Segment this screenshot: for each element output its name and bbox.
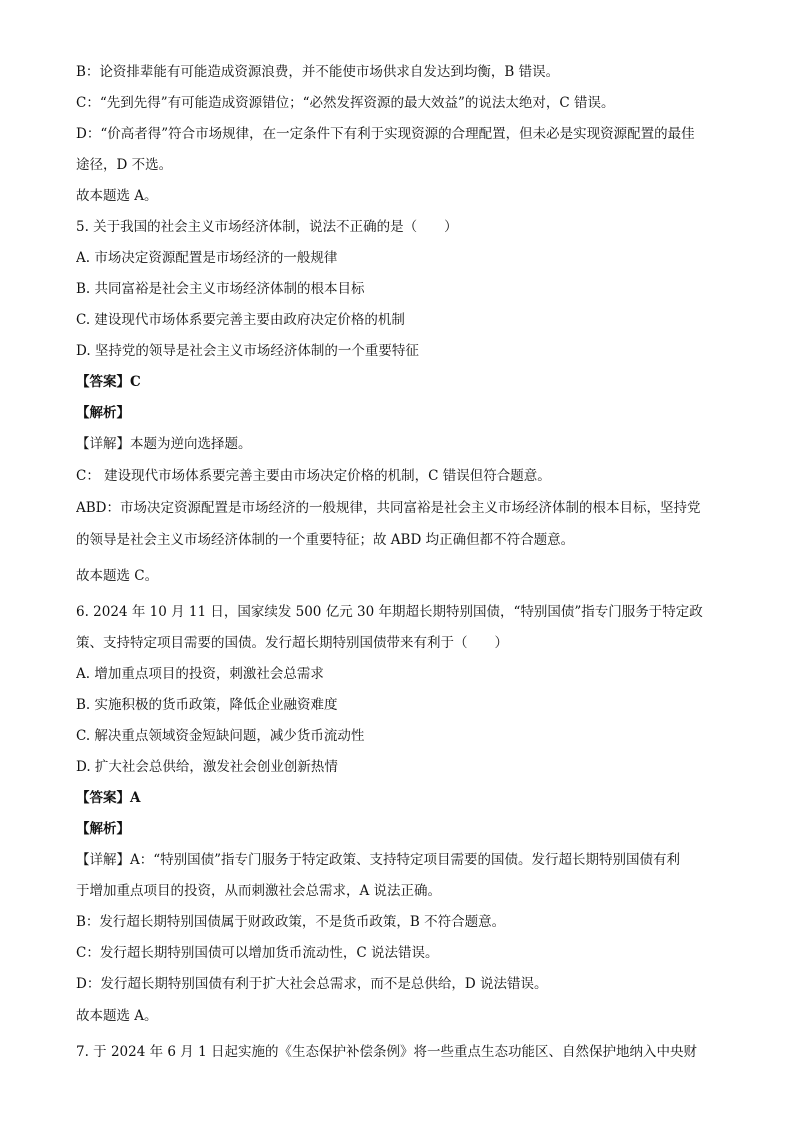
option-a: A. 市场决定资源配置是市场经济的一般规律: [76, 250, 338, 266]
option-d: D. 坚持党的领导是社会主义市场经济体制的一个重要特征: [76, 343, 419, 359]
text-line: 故本题选 A。: [76, 1008, 158, 1024]
text-line: B：论资排辈能有可能造成资源浪费，并不能使市场供求自发达到均衡，B 错误。: [76, 64, 560, 80]
text-line: D：发行超长期特别国债有利于扩大社会总需求，而不是总供给，D 说法错误。: [76, 976, 548, 992]
text-line: B：发行超长期特别国债属于财政政策，不是货币政策，B 不符合题意。: [76, 914, 506, 930]
answer-label: 【答案】C: [76, 374, 141, 390]
text-line: ABD：市场决定资源配置是市场经济的一般规律，共同富裕是社会主义市场经济体制的根本目标，坚持党: [76, 500, 701, 516]
answer-label: 【答案】A: [76, 790, 141, 806]
text-line: C：“先到先得”有可能造成资源错位；“必然发挥资源的最大效益”的说法太绝对，C 错误。: [76, 95, 615, 111]
text-line: 于增加重点项目的投资，从而刺激社会总需求，A 说法正确。: [76, 883, 442, 899]
option-b: B. 实施积极的货币政策，降低企业融资难度: [76, 697, 338, 713]
option-a: A. 增加重点项目的投资，刺激社会总需求: [76, 666, 324, 682]
text-line: 故本题选 A。: [76, 188, 158, 204]
option-b: B. 共同富裕是社会主义市场经济体制的根本目标: [76, 281, 365, 297]
text-line: D：“价高者得”符合市场规律，在一定条件下有利于实现资源的合理配置，但未必是实现资源配置的最佳: [76, 126, 695, 142]
question-stem: 7. 于 2024 年 6 月 1 日起实施的《生态保护补偿条例》将一些重点生态功能区、自然保护地纳入中央财: [76, 1044, 697, 1060]
option-c: C. 建设现代市场体系要完善主要由政府决定价格的机制: [76, 312, 405, 328]
question-stem-cont: 策、支持特定项目需要的国债。发行超长期特别国债带来有利于（ ）: [76, 635, 508, 651]
analysis-label: 【解析】: [76, 821, 130, 837]
analysis-label: 【解析】: [76, 405, 130, 421]
text-line: 途径，D 不选。: [76, 157, 173, 173]
option-c: C. 解决重点领域资金短缺问题，减少货币流动性: [76, 728, 365, 744]
question-stem: 5. 关于我国的社会主义市场经济体制，说法不正确的是（ ）: [76, 219, 458, 235]
detail-line: 【详解】本题为逆向选择题。: [76, 436, 252, 452]
option-d: D. 扩大社会总供给，激发社会创业创新热情: [76, 759, 338, 775]
detail-line: 【详解】A：“特别国债”指专门服务于特定政策、支持特定项目需要的国债。发行超长期特别国债有利: [76, 852, 681, 868]
question-stem: 6. 2024 年 10 月 11 日，国家续发 500 亿元 30 年期超长期特别国债，“特别国债”指专门服务于特定政: [76, 604, 703, 620]
text-line: 故本题选 C。: [76, 568, 159, 584]
text-line: C： 建设现代市场体系要完善主要由市场决定价格的机制，C 错误但符合题意。: [76, 468, 551, 484]
text-line: C：发行超长期特别国债可以增加货币流动性，C 说法错误。: [76, 945, 439, 961]
text-line: 的领导是社会主义市场经济体制的一个重要特征；故 ABD 均正确但都不符合题意。: [76, 532, 575, 548]
